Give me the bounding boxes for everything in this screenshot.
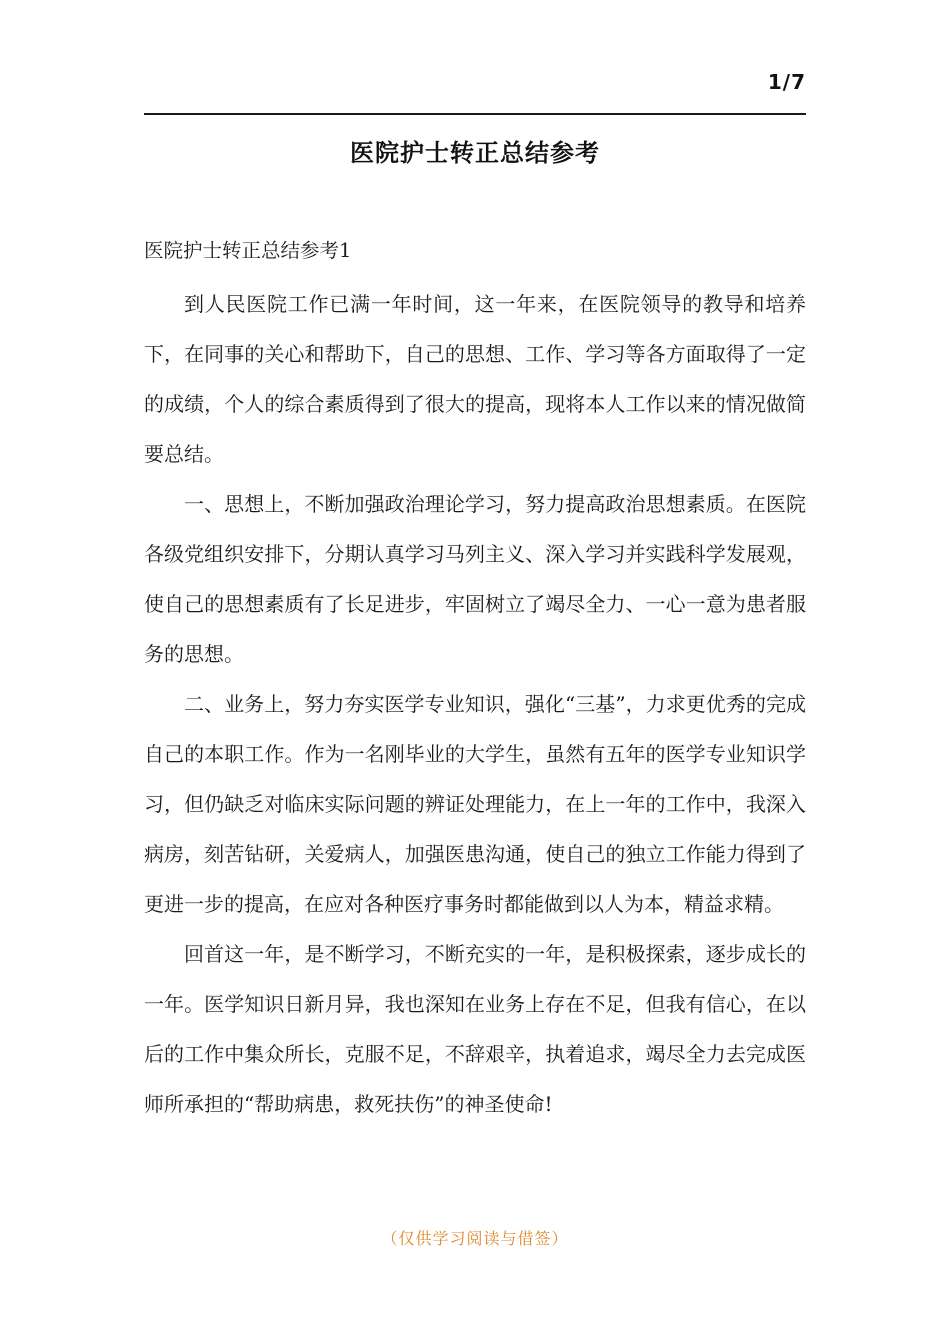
- paragraph-intro: 到人民医院工作已满一年时间，这一年来，在医院领导的教导和培养下，在同事的关心和帮助下，自己的思想、工作、学习等各方面取得了一定的成绩，个人的综合素质得到了很大的提高，现将本人工作以来的情况做简要总结。: [144, 292, 806, 466]
- paragraph-professional: 二、业务上，努力夯实医学专业知识，强化“三基”，力求更优秀的完成自己的本职工作。作为一名刚毕业的大学生，虽然有五年的医学专业知识学习，但仍缺乏对临床实际问题的辨证处理能力，在上一年的工作中，我深入病房，刻苦钻研，关爱病人，加强医患沟通，使自己的独立工作能力得到了更进一步的提高，在应对各种医疗事务时都能做到以人为本，精益求精。: [144, 692, 806, 916]
- paragraph-ideology: 一、思想上，不断加强政治理论学习，努力提高政治思想素质。在医院各级党组织安排下，分期认真学习马列主义、深入学习并实践科学发展观，使自己的思想素质有了长足进步，牢固树立了竭尽全力、一心一意为患者服务的思想。: [144, 492, 806, 666]
- page-indicator: 1/7: [767, 70, 806, 94]
- header-divider: [144, 113, 806, 115]
- footer-notice: （仅供学习阅读与借签）: [381, 1229, 569, 1248]
- paragraph-conclusion: 回首这一年，是不断学习，不断充实的一年，是积极探索，逐步成长的一年。医学知识日新月异，我也深知在业务上存在不足，但我有信心，在以后的工作中集众所长，克服不足，不辞艰辛，执着追求，竭尽全力去完成医师所承担的“帮助病患，救死扶伤”的神圣使命!: [144, 942, 806, 1116]
- body-text: [144, 279, 806, 1129]
- section-heading: 医院护士转正总结参考1: [144, 239, 352, 262]
- document-title: 医院护士转正总结参考: [350, 138, 600, 167]
